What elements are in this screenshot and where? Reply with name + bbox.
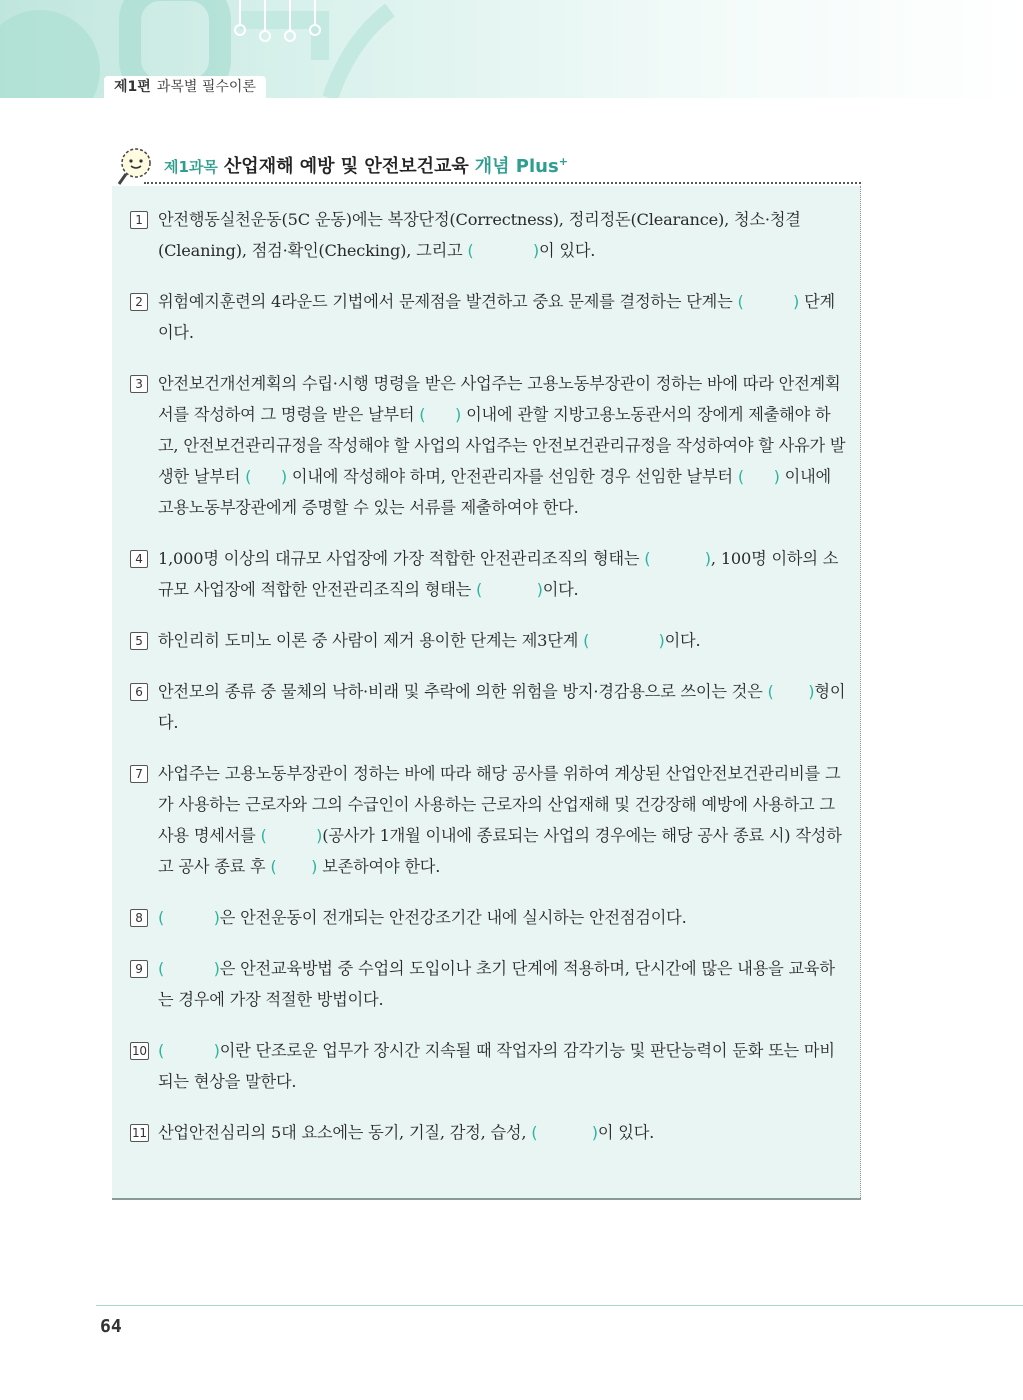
question-item [130, 902, 848, 933]
page-number: 64 [100, 1316, 122, 1337]
answer-blank: ( ) [583, 631, 665, 650]
question-text: , 100명 이하의 소규모 사업장에 적합한 안전관리조직의 형태는 [158, 549, 839, 599]
question-text: 안전보건개선계획의 수립·시행 명령을 받은 사업주는 고용노동부장관이 정하는 바에 따라 안전계획서를 작성하여 그 명령을 받은 날부터 [158, 374, 841, 424]
answer-blank: ( ) [158, 1041, 220, 1060]
question-text: 이내에 고용노동부장관에게 증명할 수 있는 서류를 제출하여야 한다. [158, 467, 831, 517]
question-item [130, 1117, 848, 1148]
question-text: 이 있다. [539, 241, 596, 260]
answer-blank: ( ) [158, 908, 220, 927]
question-text: 형이다. [158, 682, 846, 732]
question-text: 산업안전심리의 5대 요소에는 동기, 기질, 감정, 습성, [158, 1123, 532, 1142]
question-list [130, 204, 848, 1168]
question-text: 이다. [664, 631, 701, 650]
question-number: 8 [130, 909, 148, 927]
question-item [130, 543, 848, 605]
question-item [130, 758, 848, 882]
plus-mark: + [558, 155, 568, 168]
answer-blank: ( ) [270, 857, 318, 876]
question-item [130, 204, 848, 266]
question-text: 단계이다. [158, 292, 835, 342]
question-item [130, 625, 848, 656]
answer-blank: ( ) [737, 467, 780, 486]
question-box [112, 186, 861, 1200]
question-text: 보존하여야 한다. [317, 857, 441, 876]
question-number: 9 [130, 960, 148, 978]
question-text: 1,000명 이상의 대규모 사업장에 가장 적합한 안전관리조직의 형태는 [158, 549, 645, 568]
question-text: 이내에 관할 지방고용노동관서의 장에게 제출해야 하고, 안전보건관리규정을 작성해야 할 사업의 사업주는 안전보건관리규정을 작성하여야 할 사유가 발생한 날부터 [158, 405, 846, 486]
section-heading [116, 146, 861, 190]
question-item [130, 368, 848, 523]
question-text: 하인리히 도미노 이론 중 사람이 제거 용이한 단계는 제3단계 [158, 631, 584, 650]
subject-title: 산업재해 예방 및 안전보건교육 [223, 156, 469, 177]
heading-divider [144, 182, 861, 185]
question-number: 11 [132, 1126, 147, 1140]
question-text: 은 안전교육방법 중 수업의 도입이나 초기 단계에 적용하며, 단시간에 많은 내용을 교육하는 경우에 가장 적절한 방법이다. [158, 959, 835, 1009]
answer-blank: ( ) [531, 1123, 598, 1142]
header-decoration [0, 0, 1023, 98]
question-number: 3 [130, 375, 148, 393]
question-number: 1 [130, 211, 148, 229]
answer-blank: ( ) [260, 826, 323, 845]
answer-blank: ( ) [158, 959, 220, 978]
chapter-title: 과목별 필수이론 [156, 79, 256, 95]
question-number: 4 [130, 550, 148, 568]
question-text: 이란 단조로운 업무가 장시간 지속될 때 작업자의 감각기능 및 판단능력이 둔화 또는 마비되는 현상을 말한다. [158, 1041, 835, 1091]
chapter-number: 제1편 [114, 79, 151, 95]
question-number: 7 [130, 765, 148, 783]
subject-label: 제1과목 [164, 158, 218, 176]
question-item [130, 953, 848, 1015]
answer-blank: ( ) [245, 467, 287, 486]
footer-divider [96, 1305, 1023, 1306]
question-item [130, 286, 848, 348]
question-number: 2 [130, 293, 148, 311]
question-text: 이다. [542, 580, 579, 599]
section-title [164, 152, 568, 178]
answer-blank: ( ) [767, 682, 815, 701]
question-number: 5 [130, 632, 148, 650]
answer-blank: ( ) [419, 405, 462, 424]
answer-blank: ( ) [737, 292, 800, 311]
question-text: 위험예지훈련의 4라운드 기법에서 문제점을 발견하고 중요 문제를 결정하는 단계는 [158, 292, 738, 311]
question-text: 이내에 작성해야 하며, 안전관리자를 선임한 경우 선임한 날부터 [286, 467, 738, 486]
question-text: 안전행동실천운동(5C 운동)에는 복장단정(Correctness), 정리정돈(Clearance), 청소·청결(Cleaning), 점검·확인(Checking), 그리고 [158, 210, 801, 260]
question-text: 안전모의 종류 중 물체의 낙하·비래 및 추락에 의한 위험을 방지·경감용으로 쓰이는 것은 [158, 682, 768, 701]
question-text: (공사가 1개월 이내에 종료되는 사업의 경우에는 해당 공사 종료 시) 작성하고 공사 종료 후 [158, 826, 842, 876]
question-item [130, 1035, 848, 1097]
question-number: 10 [132, 1044, 147, 1058]
question-text: 사업주는 고용노동부장관이 정하는 바에 따라 해당 공사를 위하여 계상된 산업안전보건관리비를 그가 사용하는 근로자와 그의 수급인이 사용하는 근로자의 산업재해 및 건강장해 예방에 사용하고 그 사용 명세서를 [158, 764, 841, 845]
answer-blank: ( ) [644, 549, 711, 568]
answer-blank: ( ) [467, 241, 539, 260]
concept-plus-label: 개념 Plus [474, 156, 559, 177]
question-number: 6 [130, 683, 148, 701]
question-text: 은 안전운동이 전개되는 안전강조기간 내에 실시하는 안전점검이다. [219, 908, 687, 927]
question-item [130, 676, 848, 738]
question-text: 이 있다. [597, 1123, 655, 1142]
chapter-tab [104, 76, 266, 98]
answer-blank: ( ) [476, 580, 543, 599]
